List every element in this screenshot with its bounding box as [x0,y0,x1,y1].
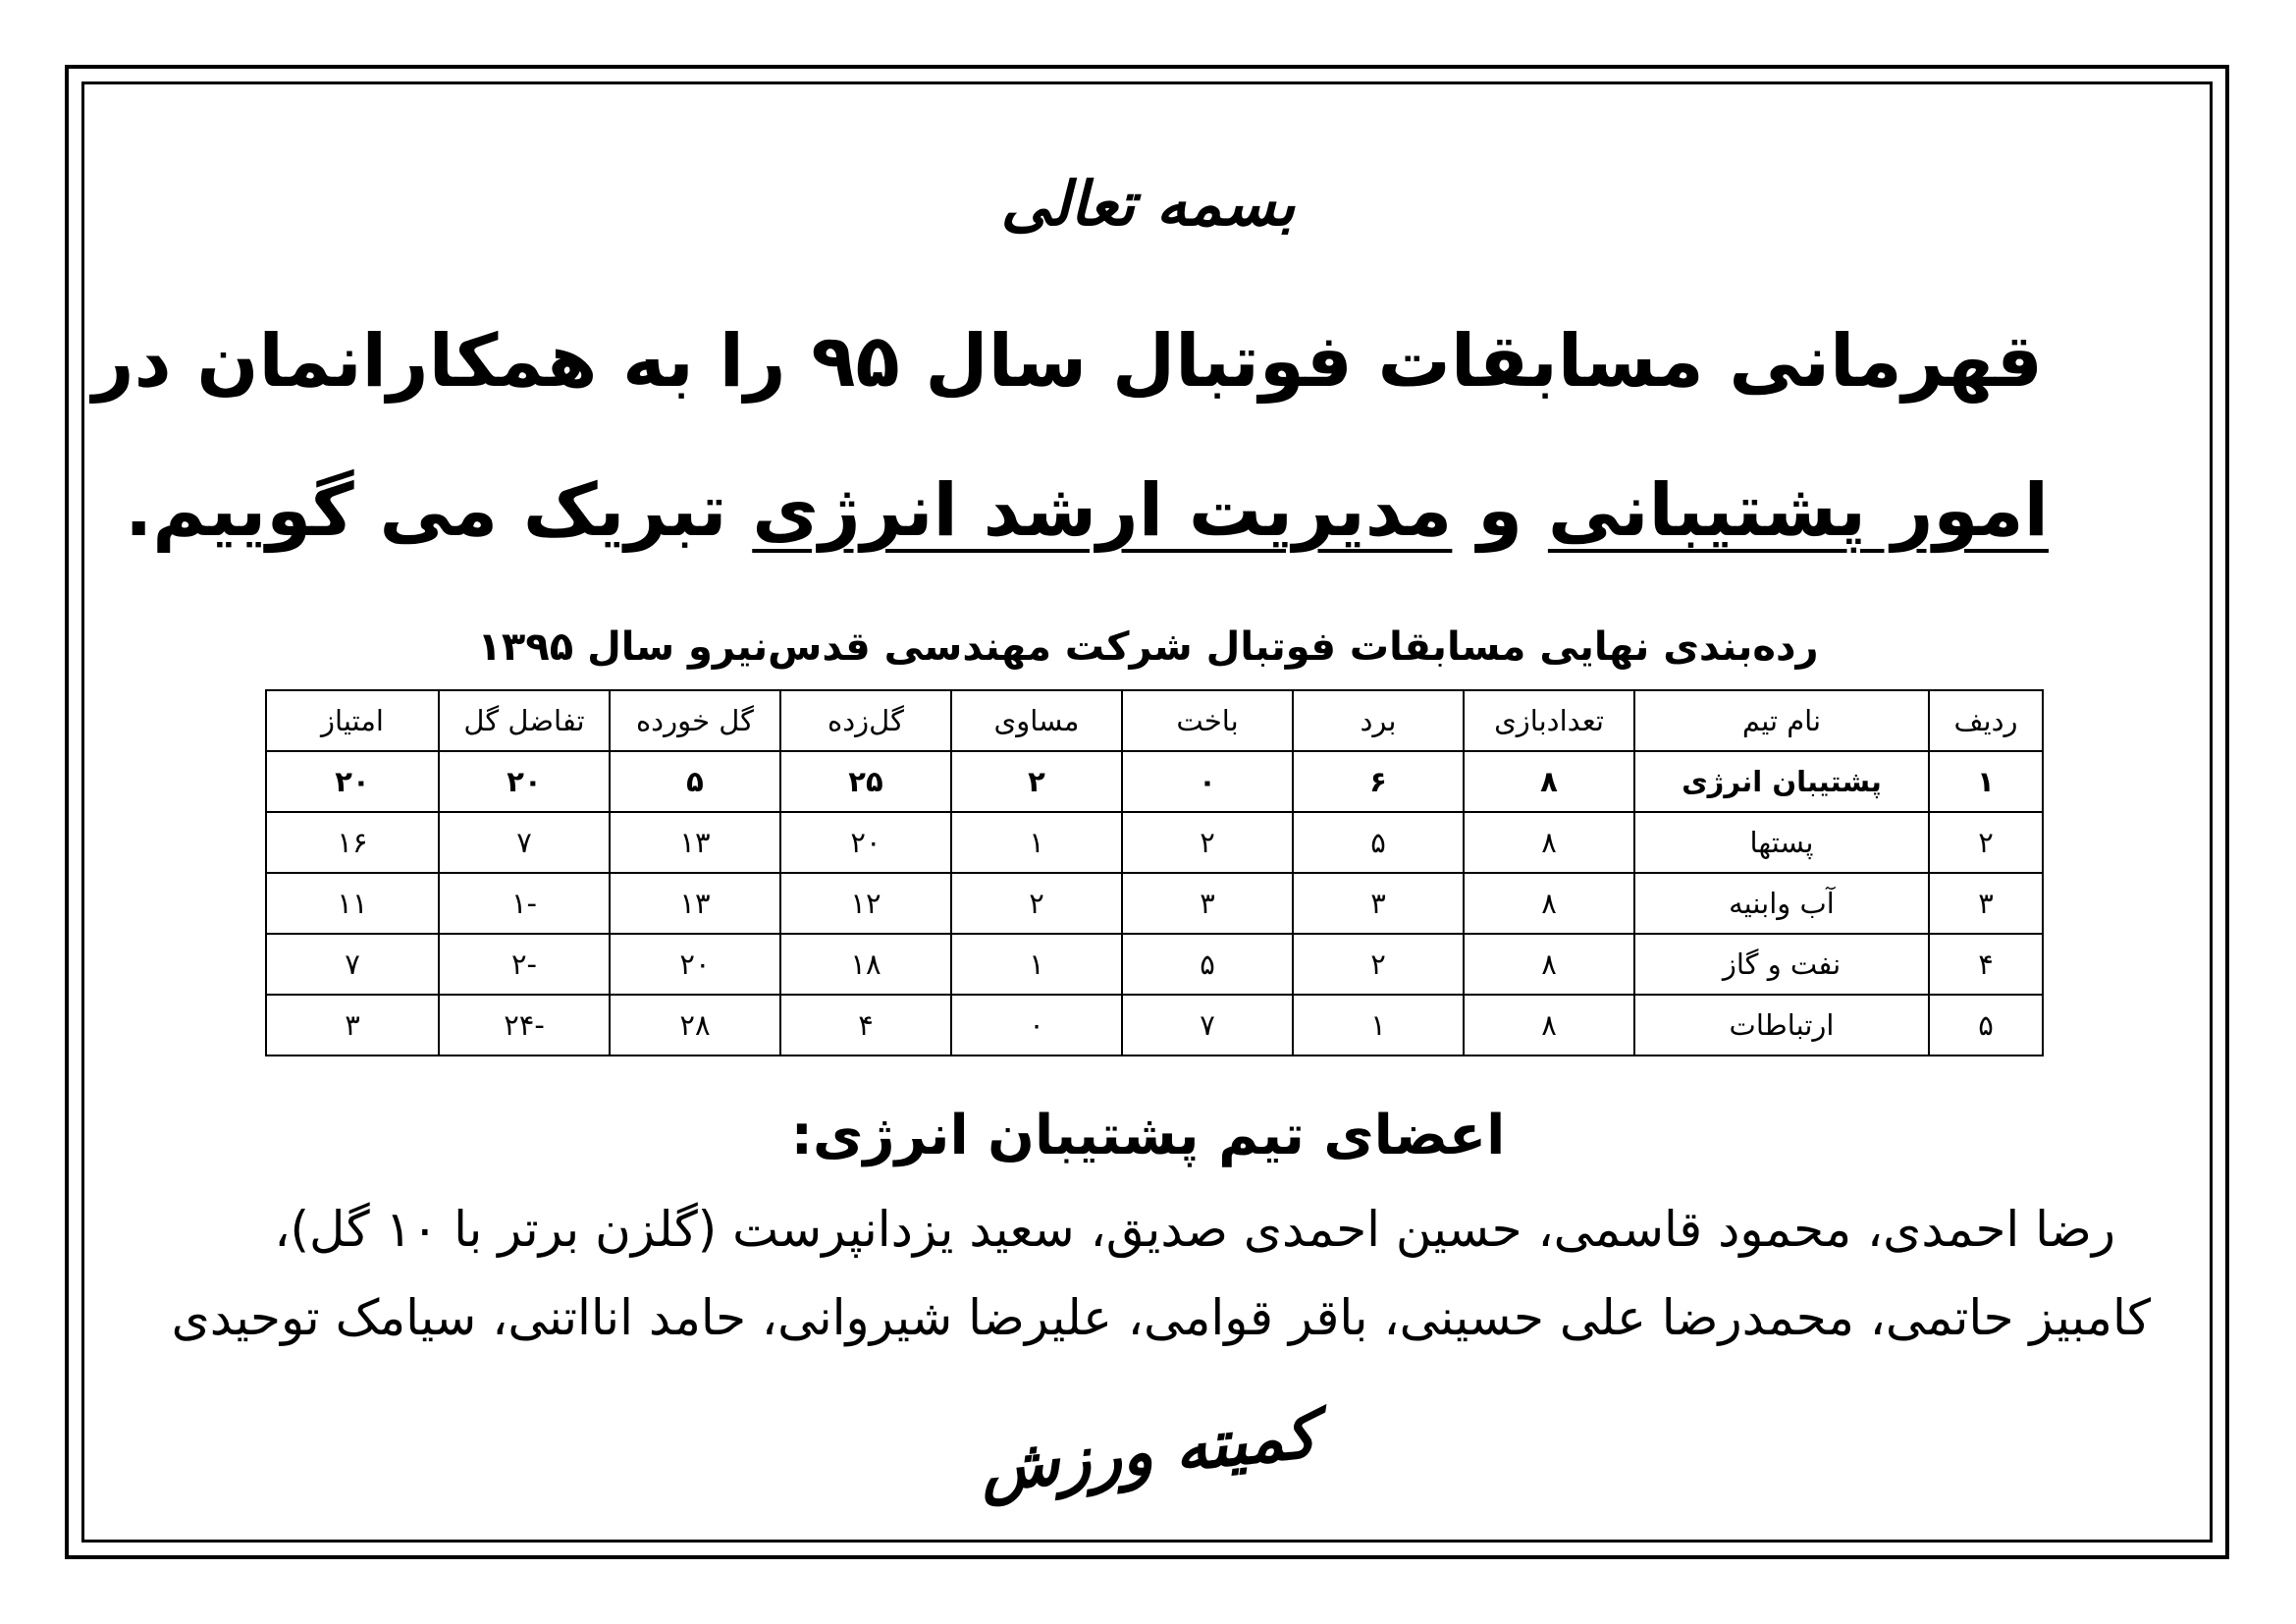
cell-points: ۱۱ [266,873,439,934]
headline-line-1: قهرمانی مسابقات فوتبال سال ۹۵ را به همکارانمان در [92,319,2043,404]
cell-games-played: ۸ [1464,995,1634,1056]
cell-points: ۱۶ [266,812,439,873]
header-goals-against: گل خورده [610,690,780,751]
cell-goal-difference: ۷ [439,812,610,873]
cell-games-played: ۸ [1464,812,1634,873]
header-goals-for: گل‌زده [780,690,951,751]
cell-games-played: ۸ [1464,751,1634,812]
cell-goals-against: ۲۸ [610,995,780,1056]
cell-goals-for: ۱۸ [780,934,951,995]
cell-rank: ۲ [1929,812,2043,873]
cell-points: ۲۰ [266,751,439,812]
cell-losses: ۷ [1122,995,1293,1056]
table-title: رده‌بندی نهایی مسابقات فوتبال شرکت مهندسی قدس‌نیرو سال ۱۳۹۵ [477,624,1819,670]
cell-rank: ۵ [1929,995,2043,1056]
cell-draws: ۲ [951,873,1122,934]
cell-losses: ۲ [1122,812,1293,873]
header-goal-difference: تفاضل گل [439,690,610,751]
cell-games-played: ۸ [1464,873,1634,934]
cell-goal-difference: -۱ [439,873,610,934]
header-team-name: نام تیم [1634,690,1929,751]
cell-goal-difference: -۲ [439,934,610,995]
cell-draws: ۱ [951,812,1122,873]
members-line-2: کامبیز حاتمی، محمدرضا علی حسینی، باقر قوامی، علیرضا شیروانی، حامد انااتنی، سیامک توحیدی [171,1289,2151,1346]
cell-goals-against: ۱۳ [610,812,780,873]
cell-draws: ۰ [951,995,1122,1056]
headline-congrats: تبریک می گوییم. [125,468,753,553]
table-row [266,873,2043,934]
cell-team-name: پستها [1634,812,1929,873]
members-title: اعضای تیم پشتیبان انرژی: [790,1104,1506,1167]
header-points: امتیاز [266,690,439,751]
cell-goals-for: ۲۵ [780,751,951,812]
cell-draws: ۱ [951,934,1122,995]
cell-wins: ۶ [1293,751,1464,812]
header-rank: ردیف [1929,690,2043,751]
basmala-heading: بسمه تعالی [1000,168,1296,240]
cell-team-name: پشتیبان انرژی [1634,751,1929,812]
cell-losses: ۵ [1122,934,1293,995]
cell-wins: ۲ [1293,934,1464,995]
cell-goals-for: ۴ [780,995,951,1056]
table-row [266,751,2043,812]
header-games-played: تعدادبازی [1464,690,1634,751]
cell-points: ۷ [266,934,439,995]
cell-wins: ۵ [1293,812,1464,873]
headline-dept-energy: مدیریت ارشد انرژی [752,468,1453,553]
cell-wins: ۱ [1293,995,1464,1056]
standings-table [265,689,2044,1056]
table-row [266,934,2043,995]
cell-goals-against: ۲۰ [610,934,780,995]
cell-team-name: نفت و گاز [1634,934,1929,995]
signature: کمیته ورزش [976,1395,1320,1507]
cell-wins: ۳ [1293,873,1464,934]
cell-losses: ۳ [1122,873,1293,934]
header-wins: برد [1293,690,1464,751]
cell-team-name: ارتباطات [1634,995,1929,1056]
cell-points: ۳ [266,995,439,1056]
cell-goal-difference: -۲۴ [439,995,610,1056]
cell-goals-for: ۱۲ [780,873,951,934]
cell-games-played: ۸ [1464,934,1634,995]
headline-and: و [1452,468,1548,553]
cell-rank: ۳ [1929,873,2043,934]
cell-rank: ۴ [1929,934,2043,995]
cell-team-name: آب وابنیه [1634,873,1929,934]
header-draws: مساوی [951,690,1122,751]
cell-losses: ۰ [1122,751,1293,812]
members-line-1: رضا احمدی، محمود قاسمی، حسین احمدی صدیق، سعید یزدانپرست (گلزن برتر با ۱۰ گل)، [274,1201,2115,1258]
cell-goals-against: ۵ [610,751,780,812]
table-header-row [266,690,2043,751]
table-row [266,812,2043,873]
cell-goals-against: ۱۳ [610,873,780,934]
cell-goal-difference: ۲۰ [439,751,610,812]
cell-goals-for: ۲۰ [780,812,951,873]
cell-draws: ۲ [951,751,1122,812]
headline-line-2 [125,461,2049,560]
header-losses: باخت [1122,690,1293,751]
table-row [266,995,2043,1056]
headline-dept-support: امور پشتیبانی [1547,468,2049,553]
cell-rank: ۱ [1929,751,2043,812]
